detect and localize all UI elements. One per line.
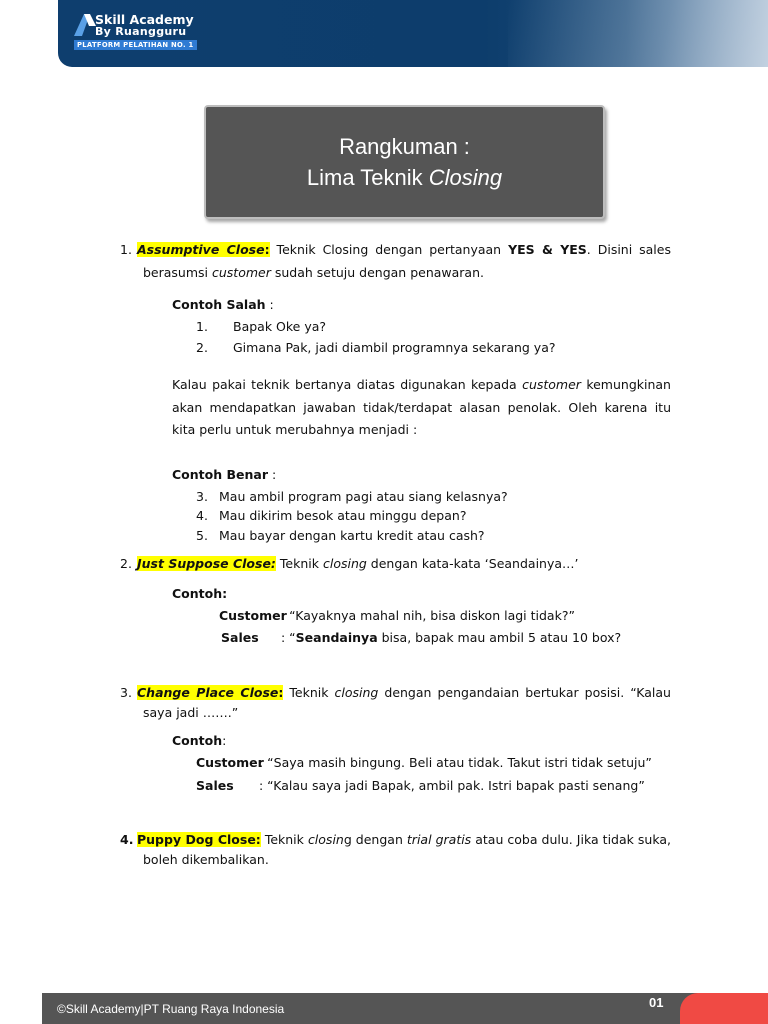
- item-4-label: Puppy Dog Close:: [137, 832, 261, 847]
- item-1-para-line-2: akan mendapatkan jawaban tidak/terdapat alasan penolak. Oleh karena itu: [172, 400, 671, 415]
- item-3-text-b: dengan pengandaian bertukar posisi. “Kalau: [378, 685, 671, 700]
- right-example-num-5: 5.: [196, 528, 208, 543]
- item-3-label: Change Place Close: [137, 685, 279, 700]
- page-footer: [42, 993, 768, 1024]
- brand-tagline: PLATFORM PELATIHAN NO. 1: [74, 40, 197, 50]
- wrong-example-text-2: Gimana Pak, jadi diambil programnya sekarang ya?: [233, 340, 556, 355]
- item-2-customer-label-text: Customer: [219, 608, 287, 623]
- right-example-text-3: Mau ambil program pagi atau siang kelasnya?: [219, 489, 508, 504]
- item-4-number: [120, 832, 133, 848]
- item-1-text-b: . Disini sales: [586, 242, 671, 257]
- item-1-colon: :: [264, 242, 270, 257]
- item-3-text-italic: closing: [334, 685, 379, 700]
- wrong-example-num-1: 1.: [196, 319, 208, 334]
- item-1-line-2-b: sudah setuju dengan penawaran.: [270, 265, 484, 280]
- title-line-2-plain: Lima Teknik: [306, 165, 429, 190]
- item-3-customer-text: : “Saya masih bingung. Beli atau tidak. Takut istri tidak setuju”: [259, 755, 652, 770]
- item-4-text-italic-2: trial gratis: [406, 832, 472, 847]
- item-3-sales-label-text: Sales: [196, 778, 234, 793]
- right-example-title: [172, 467, 276, 483]
- item-2-sales-label-text: Sales: [221, 630, 259, 645]
- item-3-text-a: Teknik: [283, 685, 335, 700]
- item-3-line-2: saya jadi …….”: [143, 705, 239, 720]
- item-1-number: 1.: [120, 242, 132, 257]
- title-line-2: [206, 162, 603, 193]
- item-4-text-italic: closin: [307, 832, 344, 847]
- item-2-sales-sep: : “: [281, 630, 296, 645]
- item-4-number-text: 4.: [120, 832, 134, 847]
- right-example-num-3: 3.: [196, 489, 208, 504]
- item-2-text-b: dengan kata-kata ‘Seandainya…’: [366, 556, 579, 571]
- item-3-sales-label: [196, 778, 234, 794]
- right-example-text-4: Mau dikirim besok atau minggu depan?: [219, 508, 467, 523]
- item-2-example-title-text: Contoh:: [172, 586, 228, 601]
- item-2-label: Just Suppose Close:: [137, 556, 276, 571]
- right-example-num-4: 4.: [196, 508, 208, 523]
- item-1-line-2-a: berasumsi: [143, 265, 212, 280]
- item-2-text-a: Teknik: [275, 556, 323, 571]
- item-4-text-a: Teknik: [260, 832, 308, 847]
- item-2-sales-bold: Seandainya: [295, 630, 378, 645]
- title-line-2-italic: Closing: [428, 165, 503, 190]
- wrong-example-text-1: Bapak Oke ya?: [233, 319, 327, 334]
- page-header: [58, 0, 768, 67]
- item-4-text-c: atau coba dulu. Jika tidak suka,: [471, 832, 671, 847]
- item-4-line-1: [137, 832, 671, 848]
- item-1-label: Assumptive Close: [137, 242, 265, 257]
- item-1-line-2-italic: customer: [212, 265, 271, 280]
- footer-copyright: ©Skill Academy|PT Ruang Raya Indonesia: [57, 1002, 285, 1016]
- brand-subtitle: By Ruangguru: [95, 25, 187, 38]
- title-box: [204, 105, 605, 219]
- brand-logo: [74, 10, 274, 58]
- wrong-example-title: [172, 297, 274, 313]
- page-number: 01: [649, 995, 664, 1010]
- item-2-sales-rest: bisa, bapak mau ambil 5 atau 10 box?: [377, 630, 622, 645]
- item-2-customer-text: : “Kayaknya mahal nih, bisa diskon lagi tidak?”: [281, 608, 575, 623]
- right-example-title-colon: :: [267, 467, 277, 482]
- right-example-text-5: Mau bayar dengan kartu kredit atau cash?: [219, 528, 485, 543]
- header-decoration: [508, 0, 768, 67]
- item-2-sales-label: [221, 630, 259, 646]
- item-1-yes: YES & YES: [508, 242, 587, 257]
- item-2-number: 2.: [120, 556, 132, 571]
- item-1-para-italic: customer: [522, 377, 581, 392]
- title-line-1: Rangkuman :: [339, 134, 470, 159]
- item-1-para-line-3: kita perlu untuk merubahnya menjadi :: [172, 422, 418, 437]
- item-4-line-2: boleh dikembalikan.: [143, 852, 269, 867]
- wrong-example-title-text: Contoh Salah: [172, 297, 266, 312]
- item-2-text-italic: closing: [322, 556, 367, 571]
- brand-title: Skill Academy: [95, 12, 194, 27]
- item-2-customer-label: [219, 608, 287, 624]
- item-2-example-title: [172, 586, 227, 602]
- item-1-line-2: [143, 265, 484, 281]
- item-3-line-1: [137, 685, 671, 701]
- item-1-para-b: kemungkinan: [580, 377, 671, 392]
- wrong-example-num-2: 2.: [196, 340, 208, 355]
- item-3-sales-text: : “Kalau saya jadi Bapak, ambil pak. Istri bapak pasti senang”: [259, 778, 645, 793]
- item-1-para-line-1: [172, 377, 671, 393]
- item-3-customer-label: [196, 755, 264, 771]
- item-3-example-colon: :: [222, 733, 227, 748]
- item-3-number: 3.: [120, 685, 132, 700]
- item-3-customer-label-text: Customer: [196, 755, 264, 770]
- item-3-example-title: [172, 733, 226, 749]
- item-4-text-b: g dengan: [343, 832, 407, 847]
- item-3-example-title-text: Contoh: [172, 733, 223, 748]
- right-example-title-text: Contoh Benar: [172, 467, 268, 482]
- item-1-line-1: [137, 242, 671, 258]
- footer-accent: [680, 993, 768, 1024]
- item-2-sales-text: [281, 630, 621, 646]
- item-2-line-1: [137, 556, 579, 572]
- item-1-text-a: Teknik Closing dengan pertanyaan: [269, 242, 509, 257]
- item-3-colon: :: [278, 685, 284, 700]
- item-1-para-a: Kalau pakai teknik bertanya diatas digunakan kepada: [172, 377, 523, 392]
- wrong-example-title-colon: :: [265, 297, 274, 312]
